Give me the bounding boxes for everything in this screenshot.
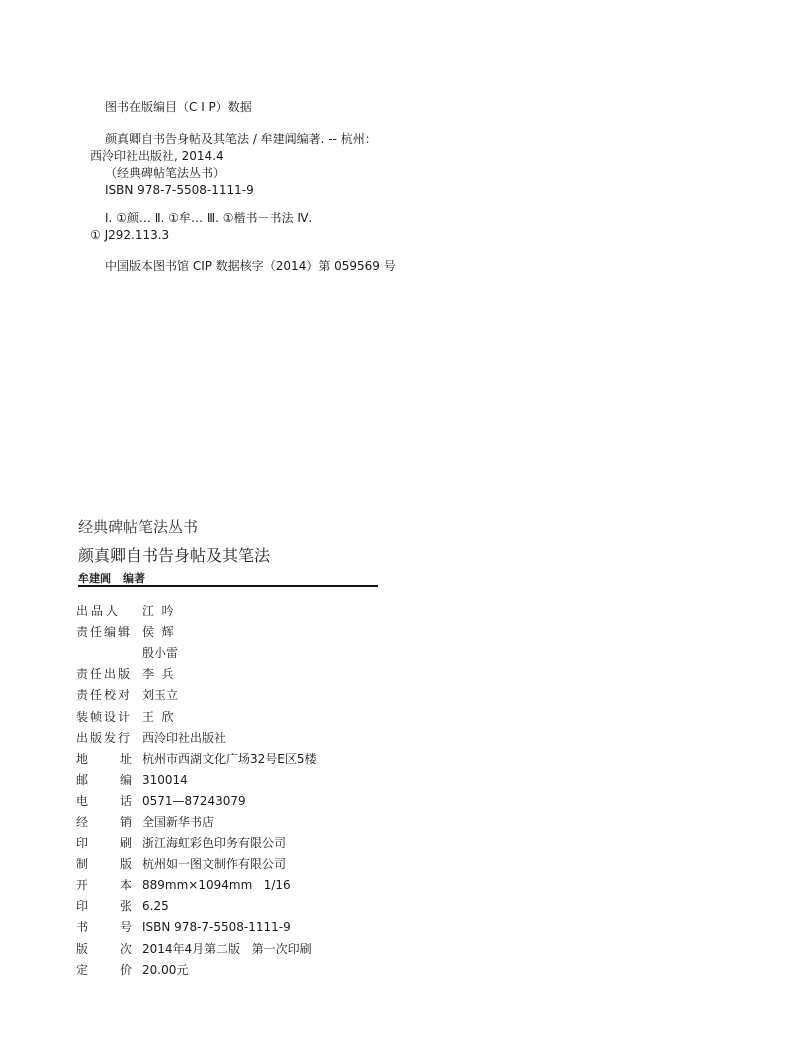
cip-heading: 图书在版编目（C I P）数据 [105, 100, 252, 114]
credit-value: 全国新华书店 [142, 814, 215, 829]
cip-record-line-1: 颜真卿自书告身帖及其笔法 / 牟建阊编著. -- 杭州： [105, 132, 377, 146]
credit-label: 定 价 [76, 962, 132, 977]
credit-row [76, 939, 317, 960]
credit-row [76, 728, 317, 749]
credit-row [76, 601, 317, 622]
credit-label: 印 刷 [76, 836, 132, 851]
credit-value: 889mm×1094mm 1/16 [142, 878, 291, 893]
credit-value: 杭州如一图文制作有限公司 [142, 857, 287, 872]
cip-data-block [90, 99, 396, 275]
credit-label: 印 张 [76, 899, 132, 914]
credit-value: 310014 [142, 772, 188, 787]
credit-label: 装 帧 设 计 [76, 709, 130, 724]
credit-row [76, 770, 317, 791]
series-title: 经典碑帖笔法丛书 [78, 518, 199, 536]
credit-row [76, 791, 317, 812]
credit-value: 杭州市西湖文化广场32号E区5楼 [142, 751, 317, 766]
credit-value: 浙江海虹彩色印务有限公司 [142, 836, 287, 851]
credit-row [76, 875, 317, 896]
credit-value: 江 吟 [142, 604, 174, 619]
credit-row [76, 960, 317, 981]
title-divider [78, 585, 378, 587]
book-title: 颜真卿自书告身帖及其笔法 [78, 546, 271, 565]
credit-label: 责 任 编 辑 [76, 625, 130, 640]
credit-label: 地 址 [76, 751, 132, 766]
credit-label: 制 版 [76, 857, 132, 872]
credit-label: 出 品 人 [76, 604, 118, 619]
cip-record-line-3: （经典碑帖笔法丛书） [105, 166, 226, 180]
credit-value: 0571—87243079 [142, 793, 246, 808]
credit-row [76, 664, 317, 685]
credit-label: 出 版 发 行 [76, 730, 130, 745]
credit-label: 邮 编 [76, 772, 132, 787]
credit-row [76, 854, 317, 875]
credit-label: 责 任 校 对 [76, 688, 130, 703]
credit-value: 王 欣 [142, 709, 174, 724]
author-line [78, 570, 145, 586]
credit-label: 版 次 [76, 941, 132, 956]
credit-value: 殷小雷 [142, 646, 179, 661]
credit-label: 电 话 [76, 793, 132, 808]
credit-value: 2014年4月第二版 第一次印刷 [142, 941, 312, 956]
credit-label: 书 号 [76, 920, 132, 935]
credit-value: 6.25 [142, 899, 169, 914]
credit-value: 西泠印社出版社 [142, 730, 227, 745]
credit-row [76, 917, 317, 938]
credit-value: 李 兵 [142, 667, 174, 682]
cip-subject-line-2: ① J292.113.3 [90, 228, 170, 242]
credit-row [76, 706, 317, 727]
cip-national-library-line: 中国版本图书馆 CIP 数据核字（2014）第 059569 号 [105, 259, 396, 273]
credit-label: 责 任 出 版 [76, 667, 130, 682]
cip-record-line-2: 西泠印社出版社, 2014.4 [90, 149, 224, 163]
credits-table [76, 601, 317, 981]
credit-row [76, 643, 317, 664]
credit-value: ISBN 978-7-5508-1111-9 [142, 920, 291, 935]
credit-value: 20.00元 [142, 962, 189, 977]
author-role: 编著 [123, 572, 145, 585]
cip-subject-line-1: Ⅰ. ①颜… Ⅱ. ①牟… Ⅲ. ①楷书－书法 Ⅳ. [105, 211, 313, 225]
credit-row [76, 812, 317, 833]
credit-label: 经 销 [76, 814, 132, 829]
credit-value: 刘玉立 [142, 688, 179, 703]
credit-row [76, 833, 317, 854]
credit-value: 侯 辉 [142, 625, 174, 640]
credit-row [76, 685, 317, 706]
credit-label: 开 本 [76, 878, 132, 893]
cip-record-line-4: ISBN 978-7-5508-1111-9 [105, 183, 254, 197]
credit-row [76, 896, 317, 917]
author-name: 牟建阊 [78, 572, 111, 585]
credit-row [76, 749, 317, 770]
credit-row [76, 622, 317, 643]
